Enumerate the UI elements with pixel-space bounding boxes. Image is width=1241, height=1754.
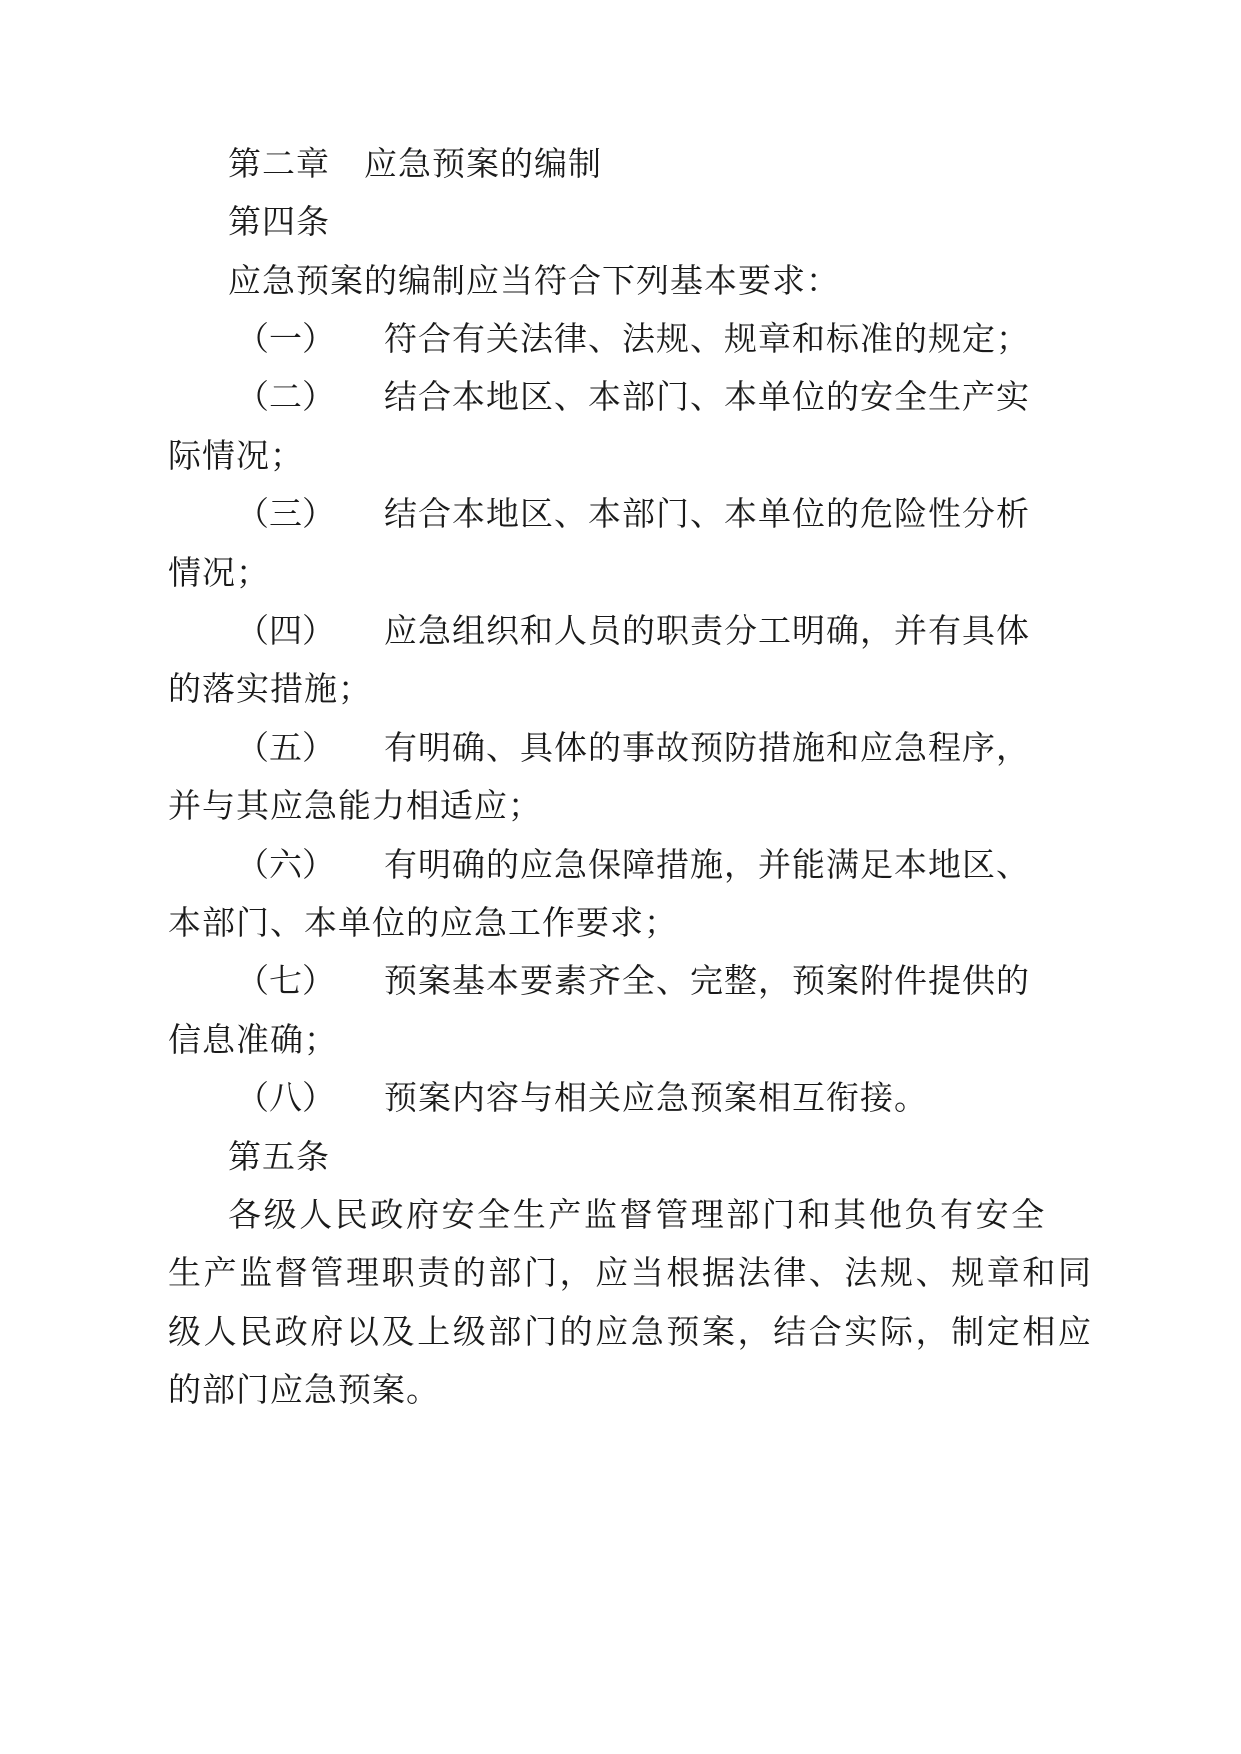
article-5-heading: 第五条 xyxy=(228,1137,330,1176)
item-number: （三） xyxy=(236,494,335,533)
item-text: 预案内容与相关应急预案相互衔接。 xyxy=(384,1078,928,1117)
item-text: 预案基本要素齐全、完整，预案附件提供的 xyxy=(384,961,1030,1000)
item-text: 应急组织和人员的职责分工明确，并有具体 xyxy=(384,611,1030,650)
item-number: （七） xyxy=(236,961,335,1000)
article-5-paragraph-line: 生产监督管理职责的部门，应当根据法律、法规、规章和同 xyxy=(168,1253,1094,1292)
item-number: （八） xyxy=(236,1078,335,1117)
chapter-heading xyxy=(228,144,602,184)
article-5-paragraph-line: 各级人民政府安全生产监督管理部门和其他负有安全 xyxy=(228,1195,1047,1234)
article-5-paragraph-line: 的部门应急预案。 xyxy=(168,1370,440,1409)
item-text: 有明确、具体的事故预防措施和应急程序， xyxy=(384,728,1030,767)
article-4-intro: 应急预案的编制应当符合下列基本要求： xyxy=(228,261,840,300)
item-text-continued: 本部门、本单位的应急工作要求； xyxy=(168,903,678,942)
item-text-continued: 情况； xyxy=(168,553,270,592)
item-number: （五） xyxy=(236,728,335,767)
item-text: 有明确的应急保障措施，并能满足本地区、 xyxy=(384,845,1030,884)
item-text-continued: 并与其应急能力相适应； xyxy=(168,786,542,825)
chapter-title: 应急预案的编制 xyxy=(364,144,602,183)
item-number: （四） xyxy=(236,611,335,650)
item-text: 结合本地区、本部门、本单位的危险性分析 xyxy=(384,494,1030,533)
item-text-continued: 信息准确； xyxy=(168,1020,338,1059)
item-text-continued: 的落实措施； xyxy=(168,669,372,708)
article-5-paragraph-line: 级人民政府以及上级部门的应急预案，结合实际，制定相应 xyxy=(168,1312,1094,1351)
item-number: （二） xyxy=(236,377,335,416)
item-text-continued: 际情况； xyxy=(168,436,304,475)
chapter-label: 第二章 xyxy=(228,144,330,183)
item-number: （六） xyxy=(236,845,335,884)
item-text: 符合有关法律、法规、规章和标准的规定； xyxy=(384,319,1030,358)
item-text: 结合本地区、本部门、本单位的安全生产实 xyxy=(384,377,1030,416)
article-4-heading: 第四条 xyxy=(228,202,330,241)
item-number: （一） xyxy=(236,319,335,358)
